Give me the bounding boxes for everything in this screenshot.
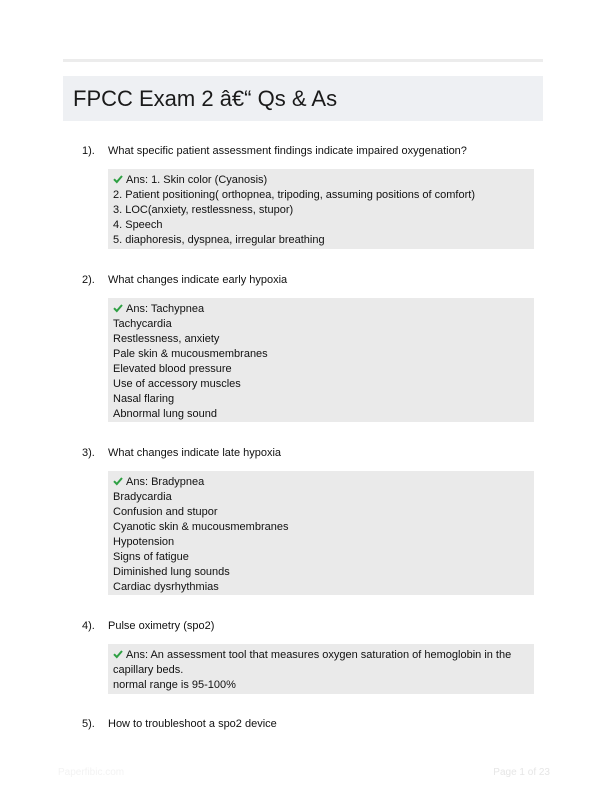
question-text: What specific patient assessment findings indicate impaired oxygenation? <box>108 145 467 157</box>
question-number: 2). <box>82 274 95 286</box>
answer-box-4 <box>108 644 534 694</box>
check-icon <box>113 303 123 313</box>
answer-line: Cyanotic skin & mucousmembranes <box>113 521 289 533</box>
question-number: 4). <box>82 620 95 632</box>
check-icon <box>113 476 123 486</box>
question-text: How to troubleshoot a spo2 device <box>108 718 277 730</box>
answer-line: Nasal flaring <box>113 393 175 405</box>
question-text: Pulse oximetry (spo2) <box>108 620 215 632</box>
answer-line: Signs of fatigue <box>113 551 189 563</box>
answer-line: Cardiac dysrhythmias <box>113 581 219 593</box>
page-title: FPCC Exam 2 â€“ Qs & As <box>73 85 338 111</box>
question-text: What changes indicate late hypoxia <box>108 447 282 459</box>
title-banner <box>63 76 543 121</box>
answer-line: Ans: An assessment tool that measures oxygen saturation of hemoglobin in the <box>113 648 534 663</box>
answer-line: Tachycardia <box>113 318 172 330</box>
answer-line: 4. Speech <box>113 219 163 231</box>
question-number: 5). <box>82 718 95 730</box>
answer-line: Ans: 1. Skin color (Cyanosis) <box>113 173 534 188</box>
answer-line: Ans: Tachypnea <box>113 302 534 317</box>
footer-watermark: Paperfibic.com <box>58 767 125 778</box>
answer-line: Hypotension <box>113 536 175 548</box>
answer-line: Confusion and stupor <box>113 506 218 518</box>
answer-line: capillary beds. <box>113 664 184 676</box>
top-divider <box>63 59 543 62</box>
answer-line: Ans: Bradypnea <box>113 475 534 490</box>
question-number: 3). <box>82 447 95 459</box>
question-text: What changes indicate early hypoxia <box>108 274 288 286</box>
answer-box-2 <box>108 298 534 422</box>
answer-line: 3. LOC(anxiety, restlessness, stupor) <box>113 204 294 216</box>
answer-line: Use of accessory muscles <box>113 378 241 390</box>
question-number: 1). <box>82 145 95 157</box>
page-number: Page 1 of 23 <box>493 767 550 778</box>
answer-box-1 <box>108 169 534 249</box>
answer-line: Diminished lung sounds <box>113 566 230 578</box>
answer-line: Abnormal lung sound <box>113 408 217 420</box>
answer-line: 2. Patient positioning( orthopnea, tripoding, assuming positions of comfort) <box>113 189 475 201</box>
answer-line: Bradycardia <box>113 491 172 503</box>
answer-line: Restlessness, anxiety <box>113 333 220 345</box>
answer-line: Elevated blood pressure <box>113 363 232 375</box>
check-icon <box>113 174 123 184</box>
answer-line: normal range is 95-100% <box>113 679 236 691</box>
answer-line: Pale skin & mucousmembranes <box>113 348 268 360</box>
answer-line: 5. diaphoresis, dyspnea, irregular breathing <box>113 234 325 246</box>
answer-box-3 <box>108 471 534 595</box>
check-icon <box>113 649 123 659</box>
